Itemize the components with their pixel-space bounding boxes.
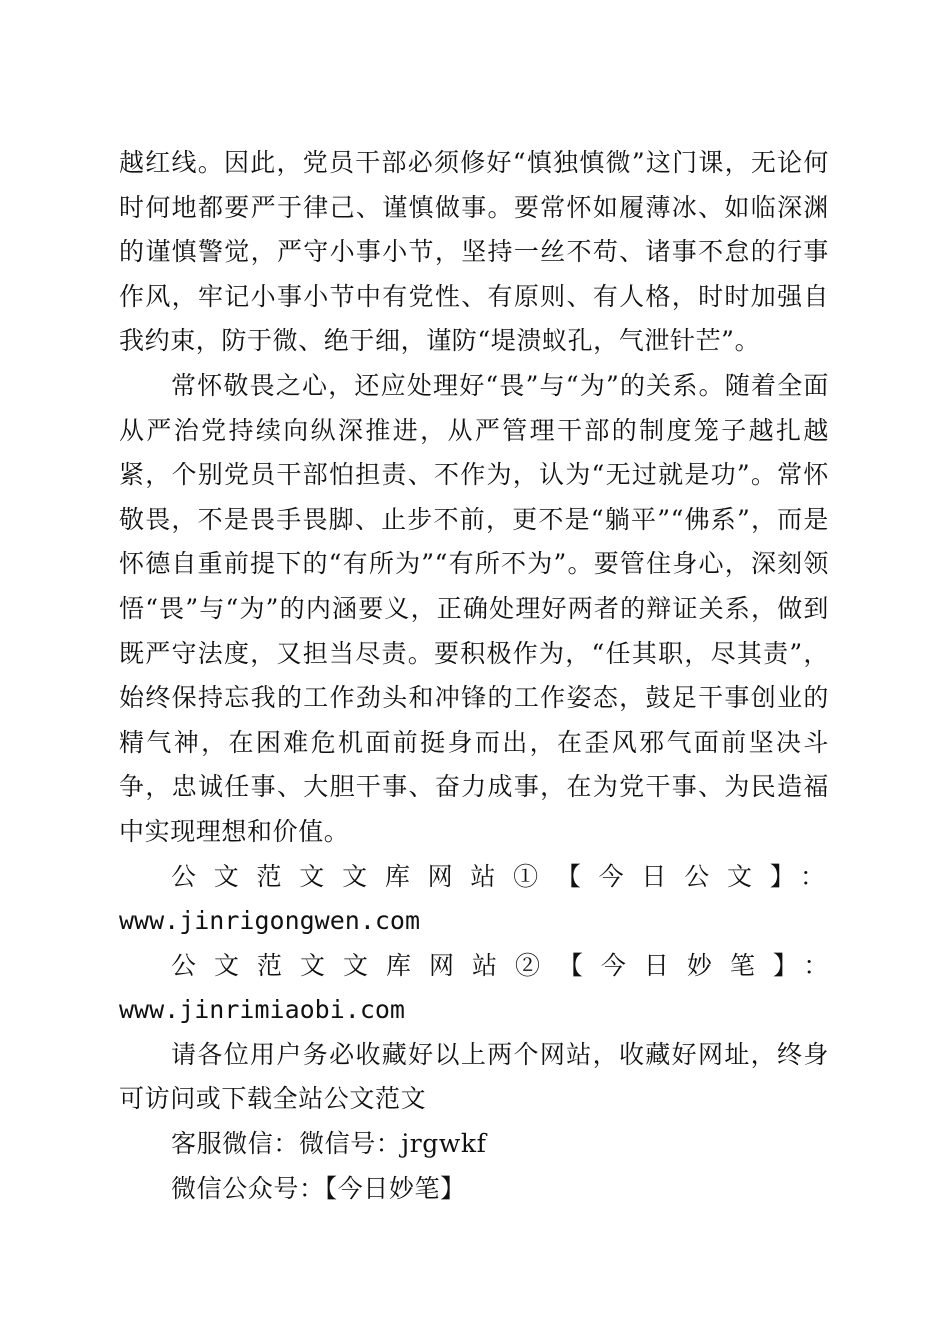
document-body [119, 141, 829, 1211]
wechat-service-line: 客服微信：微信号：jrgwkf [171, 1129, 487, 1159]
site1-url[interactable]: www.jinrigongwen.com [119, 906, 421, 936]
site2-label: 公文范文文库网站②【今日妙笔】： [171, 950, 829, 980]
paragraph-continuation: 越红线。因此，党员干部必须修好“慎独慎微”这门课，无论何时何地都要严于律己、谨慎做事。要常怀如履薄冰、如临深渊的谨慎警觉，严守小事小节，坚持一丝不苟、诸事不怠的行事作风，牢记小事小节中有党性、有原则、有人格，时时加强自我约束，防于微、绝于细，谨防“堤溃蚁孔，气泄针芒”。 [119, 148, 829, 356]
site2-url[interactable]: www.jinrimiaobi.com [119, 995, 405, 1025]
wechat-account-line: 微信公众号：【今日妙笔】 [171, 1173, 466, 1203]
site2-line [119, 944, 829, 1033]
paragraph-awe-and-action: 常怀敬畏之心，还应处理好“畏”与“为”的关系。随着全面从严治党持续向纵深推进，从严管理干部的制度笼子越扎越紧，个别党员干部怕担责、不作为，认为“无过就是功”。常怀敬畏，不是畏手畏脚、止步不前，更不是“躺平”“佛系”，而是怀德自重前提下的“有所为”“有所不为”。要管住身心，深刻领悟“畏”与“为”的内涵要义，正确处理好两者的辩证关系，做到既严守法度，又担当尽责。要积极作为，“任其职，尽其责”，始终保持忘我的工作劲头和冲锋的工作姿态，鼓足干事创业的精气神，在困难危机面前挺身而出，在歪风邪气面前坚决斗争，忠诚任事、大胆干事、奋力成事，在为党干事、为民造福中实现理想和价值。 [119, 370, 829, 846]
bookmark-notice: 请各位用户务必收藏好以上两个网站，收藏好网址，终身可访问或下载全站公文范文 [119, 1039, 829, 1114]
site1-line [119, 855, 829, 944]
site1-label: 公文范文文库网站①【今日公文】： [171, 861, 829, 891]
